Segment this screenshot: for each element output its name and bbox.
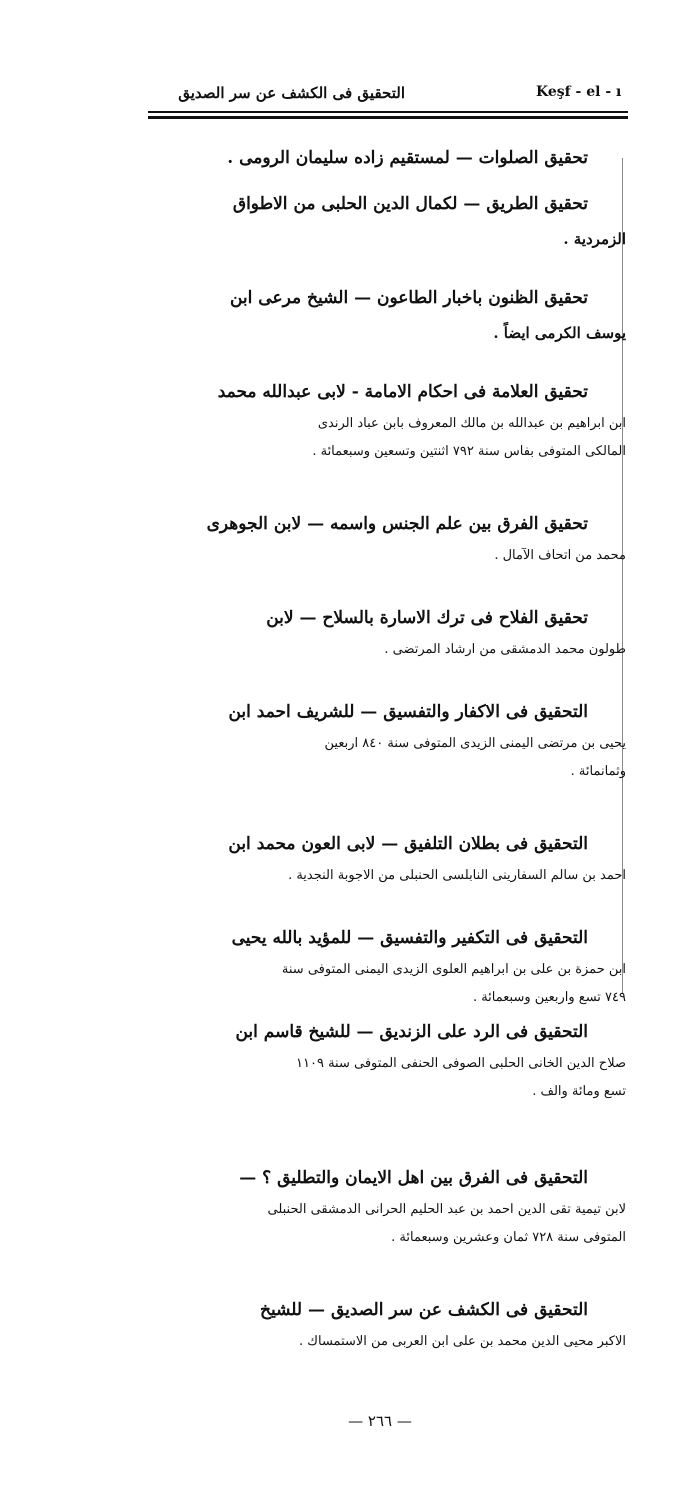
entry-detail-line: وثمانمائة . — [570, 764, 626, 779]
bibliography-entry — [148, 1014, 626, 1106]
entry-title-line: التحقيق فى الفرق بين اهل الايمان والتطليق ؟ — — [239, 1168, 588, 1188]
entry-detail-line: ٧٤٩ تسع واربعين وسبعمائة . — [472, 990, 626, 1005]
bibliography-entry — [148, 920, 626, 1012]
bibliography-entry — [148, 140, 626, 176]
entry-detail-line: ابن حمزة بن على بن ابراهيم العلوى الزيدى اليمنى المتوفى سنة — [281, 962, 626, 977]
entry-title-line: تحقيق الصلوات — لمستقيم زاده سليمان الرومى . — [227, 148, 588, 168]
page-number: — ٢٦٦ — — [348, 1412, 412, 1430]
entry-detail-line: الاكبر محيى الدين محمد بن على ابن العربى من الاستمساك . — [299, 1334, 626, 1349]
entry-title-line: تحقيق العلامة فى احكام الامامة - لابى عبدالله محمد — [217, 382, 588, 402]
bibliography-entry — [148, 1160, 626, 1252]
entry-title-line: تحقيق الفرق بين علم الجنس واسمه — لابن الجوهرى — [206, 514, 588, 534]
entry-detail-line: صلاح الدين الخانى الحلبى الصوفى الحنفى المتوفى سنة ١١٠٩ — [296, 1056, 626, 1071]
entry-title-line: تحقيق الظنون باخبار الطاعون — الشيخ مرعى ابن — [229, 288, 588, 308]
bibliography-entry — [148, 186, 626, 256]
bibliography-entry — [148, 694, 626, 786]
entry-title-line: التحقيق فى الكشف عن سر الصديق — للشيخ — [260, 1300, 588, 1320]
bibliography-entry — [148, 374, 626, 466]
bibliography-entry — [148, 506, 626, 570]
entry-detail-line: طولون محمد الدمشقى من ارشاد المرتضى . — [384, 642, 626, 657]
entry-title-line: تحقيق الطريق — لكمال الدين الحلبى من الاطواق — [232, 194, 588, 214]
entry-title-line: التحقيق فى بطلان التلفيق — لابى العون محمد ابن — [228, 834, 588, 854]
entry-detail-line: احمد بن سالم السفارينى النابلسى الحنبلى من الاجوبة النجدية . — [288, 868, 626, 883]
header-rule-thin — [148, 111, 628, 113]
entry-detail-line: المتوفى سنة ٧٢٨ ثمان وعشرين وسبعمائة . — [391, 1230, 626, 1245]
running-header-title: التحقيق فى الكشف عن سر الصديق — [178, 84, 405, 102]
bibliography-entry — [148, 826, 626, 890]
header-rule-thick — [148, 116, 628, 119]
entry-title-line: التحقيق فى التكفير والتفسيق — للمؤيد بالله يحيى — [231, 928, 588, 948]
entry-detail-line: يحيى بن مرتضى اليمنى الزيدى المتوفى سنة ٨٤٠ اربعين — [324, 736, 626, 751]
entry-title-line: التحقيق فى الرد على الزنديق — للشيخ قاسم ابن — [235, 1022, 588, 1042]
bibliography-entry — [148, 280, 626, 350]
entry-detail-line: لابن تيمية تقى الدين احمد بن عبد الحليم الحرانى الدمشقى الحنبلى — [267, 1202, 626, 1217]
entry-detail-line: ابن ابراهيم بن عبدالله بن مالك المعروف بابن عباد الرندى — [317, 416, 626, 431]
bibliography-entry — [148, 600, 626, 664]
entry-detail-line: المالكى المتوفى بفاس سنة ٧٩٢ اثنتين وتسعين وسبعمائة . — [312, 444, 626, 459]
entry-title-line: التحقيق فى الاكفار والتفسيق — للشريف احمد ابن — [228, 702, 588, 722]
bibliography-entry — [148, 1292, 626, 1356]
entry-detail-line: يوسف الكرمى ايضاً . — [493, 324, 626, 342]
entry-title-line: تحقيق الفلاح فى ترك الاسارة بالسلاح — لابن — [266, 608, 588, 628]
entry-detail-line: الزمردية . — [563, 230, 626, 248]
entry-detail-line: تسع ومائة والف . — [532, 1084, 626, 1099]
running-header-code: Keşf - el - ı — [536, 84, 622, 100]
entry-detail-line: محمد من اتحاف الآمال . — [494, 548, 626, 563]
